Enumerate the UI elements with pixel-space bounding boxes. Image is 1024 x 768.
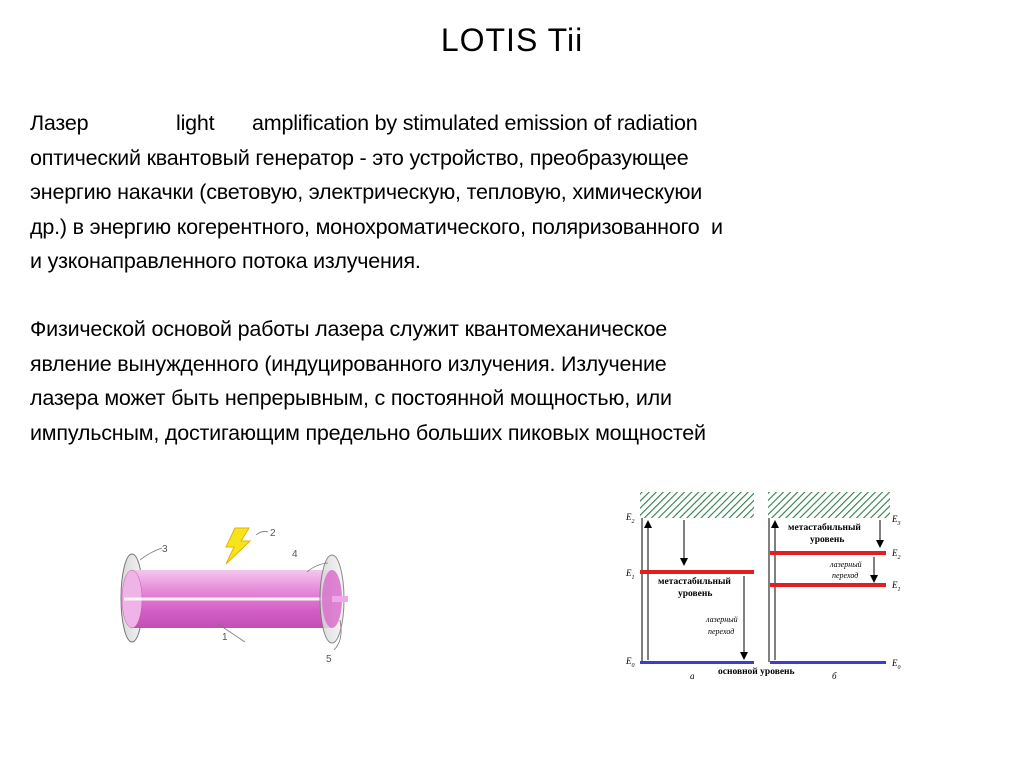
label-5: 5 bbox=[326, 654, 332, 665]
definition-line: и узконаправленного потока излучения. bbox=[30, 249, 421, 273]
slide-title: LOTIS Tii bbox=[440, 22, 584, 58]
right-upper-level bbox=[770, 551, 886, 555]
laser-device-figure bbox=[110, 520, 360, 670]
right-laser-line2: переход bbox=[832, 571, 859, 580]
physics-line: лазера может быть непрерывным, с постоянной мощностью, или bbox=[30, 386, 672, 410]
right-e2-label: $E_2$ bbox=[892, 548, 901, 561]
definition-first-line bbox=[30, 106, 1010, 141]
right-e3-label: $E_3$ bbox=[892, 514, 901, 527]
definition-line: энергию накачки (световую, электрическую, тепловую, химическуюи bbox=[30, 180, 703, 204]
lightning-icon bbox=[226, 528, 250, 564]
energy-level-diagram bbox=[618, 480, 918, 690]
physics-line: Физической основой работы лазера служит квантомеханическое bbox=[30, 317, 668, 341]
left-laser-line1: лазерный bbox=[706, 615, 738, 624]
right-panel-letter: б bbox=[832, 671, 837, 681]
left-metastable-level bbox=[640, 570, 754, 574]
physics-line: импульсным, достигающим предельно больших пиковых мощностей bbox=[30, 420, 706, 445]
definition-line: др.) в энергию когерентного, монохроматического, поляризованного и bbox=[30, 214, 723, 239]
right-pump-band bbox=[768, 492, 890, 518]
definition-line: оптический квантовый генератор - это устройство, преобразующее bbox=[30, 145, 689, 170]
right-ground-level bbox=[770, 661, 886, 664]
right-laser-line1: лазерный bbox=[830, 560, 862, 569]
output-beam bbox=[332, 596, 348, 602]
left-panel-letter: а bbox=[690, 671, 695, 681]
label-1: 1 bbox=[222, 632, 228, 643]
term: Лазер bbox=[30, 111, 89, 135]
acronym-rest: amplification by stimulated emission of radiation bbox=[252, 111, 698, 135]
right-e1-label: $E_1$ bbox=[892, 580, 901, 593]
left-pump-band bbox=[640, 492, 754, 518]
left-metastable-line1: метастабильный bbox=[658, 577, 731, 587]
left-e1-label: $E_1$ bbox=[626, 568, 635, 581]
left-e0-label: $E_0$ bbox=[626, 656, 635, 669]
right-metastable-line1: метастабильный bbox=[788, 523, 861, 533]
left-ground-level bbox=[640, 661, 754, 664]
left-laser-line2: переход bbox=[708, 627, 735, 636]
label-4: 4 bbox=[292, 549, 298, 560]
right-e0-label: $E_0$ bbox=[892, 658, 901, 671]
left-e2-label: $E_2$ bbox=[626, 512, 635, 525]
right-lower-level bbox=[770, 583, 886, 587]
physics-line: явление вынужденного (индуцированного излучения. Излучение bbox=[30, 351, 667, 376]
definition-paragraph bbox=[30, 106, 1010, 279]
left-metastable-line2: уровень bbox=[678, 589, 713, 599]
ground-level-label: основной уровень bbox=[718, 667, 795, 677]
acronym-lead: light bbox=[176, 111, 215, 135]
physics-paragraph bbox=[30, 312, 1010, 450]
label-3: 3 bbox=[162, 544, 168, 555]
label-2: 2 bbox=[270, 528, 276, 539]
right-metastable-line2: уровень bbox=[810, 535, 845, 545]
